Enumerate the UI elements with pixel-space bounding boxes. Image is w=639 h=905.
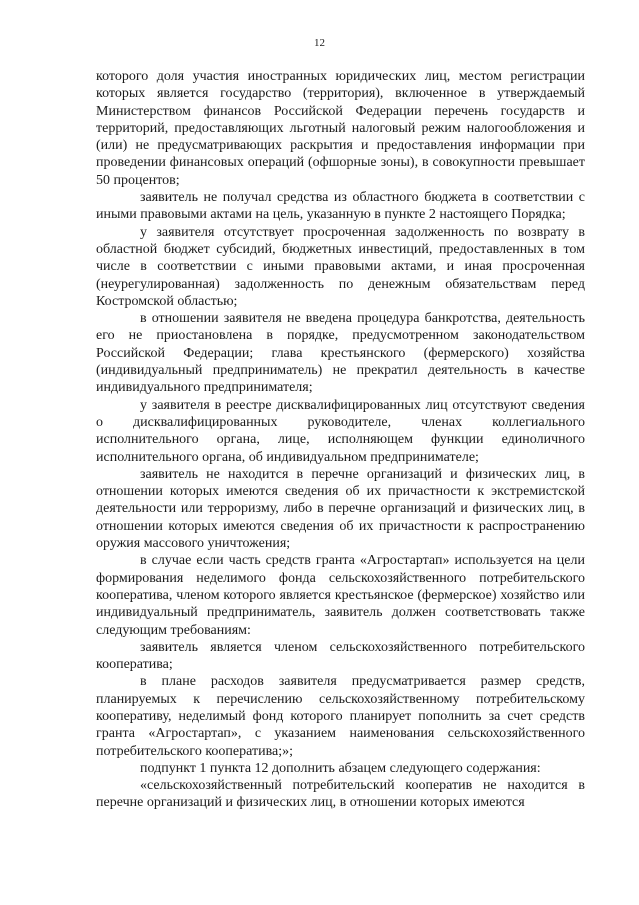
paragraph: подпункт 1 пункта 12 дополнить абзацем следующего содержания: [140, 760, 541, 776]
paragraph: у заявителя в реестре дисквалифицированных лиц отсутствуют сведения о дисквалифицированных руководителе, членах коллегиального исполнительного органа, лице, исполняющем функции единоличного исполнительного органа, об индивидуальном предпринимателе; [96, 397, 585, 465]
paragraph: которого доля участия иностранных юридических лиц, местом регистрации которых является государство (территория), включенное в утверждаемый Министерством финансов Российской Федерации перечень государств и территорий, предоставляющих льготный налоговый режим налогообложения и (или) не предусматривающих раскрытия и предоставления информации при проведении финансовых операций (офшорные зоны), в совокупности превышает 50 процентов; [96, 69, 585, 188]
paragraph: заявитель не получал средства из областного бюджета в соответствии с иными правовыми актами на цель, указанную в пункте 2 настоящего Порядка; [96, 190, 585, 223]
paragraph: в отношении заявителя не введена процедура банкротства, деятельность его не приостановлена в порядке, предусмотренном законодательством Российской Федерации; глава крестьянского (фермерского) хозяйства (индивидуальный предприниматель) не прекратил деятельность в качестве индивидуального предпринимателя; [96, 311, 585, 396]
document-body [96, 68, 585, 812]
page-number: 12 [314, 37, 325, 49]
paragraph: у заявителя отсутствует просроченная задолженность по возврату в областной бюджет субсидий, бюджетных инвестиций, предоставленных в том числе в соответствии с иными правовыми актами, и иная просроченная (неурегулированная) задолженность по денежным обязательствам перед Костромской областью; [96, 224, 585, 309]
paragraph: в плане расходов заявителя предусматривается размер средств, планируемых к перечислению сельскохозяйственному потребительскому кооперативу, неделимый фонд которого планирует пополнить за счет средств гранта «Агростартап», с указанием наименования сельскохозяйственного потребительского кооператива;»; [96, 674, 585, 759]
paragraph: заявитель не находится в перечне организаций и физических лиц, в отношении которых имеются сведения об их причастности к экстремистской деятельности или терроризму, либо в перечне организаций и физических лиц, в отношении которых имеются сведения об их причастности к распространению оружия массового уничтожения; [96, 466, 585, 552]
paragraph: «сельскохозяйственный потребительский кооператив не находится в перечне организаций и физических лиц, в отношении которых имеются [96, 778, 585, 811]
paragraph: в случае если часть средств гранта «Агростартап» используется на цели формирования неделимого фонда сельскохозяйственного потребительского кооператива, членом которого является крестьянское (фермерское) хозяйство или индивидуальный предприниматель, заявитель должен соответствовать также следующим требованиям: [96, 553, 585, 638]
paragraph: заявитель является членом сельскохозяйственного потребительского кооператива; [96, 639, 585, 673]
